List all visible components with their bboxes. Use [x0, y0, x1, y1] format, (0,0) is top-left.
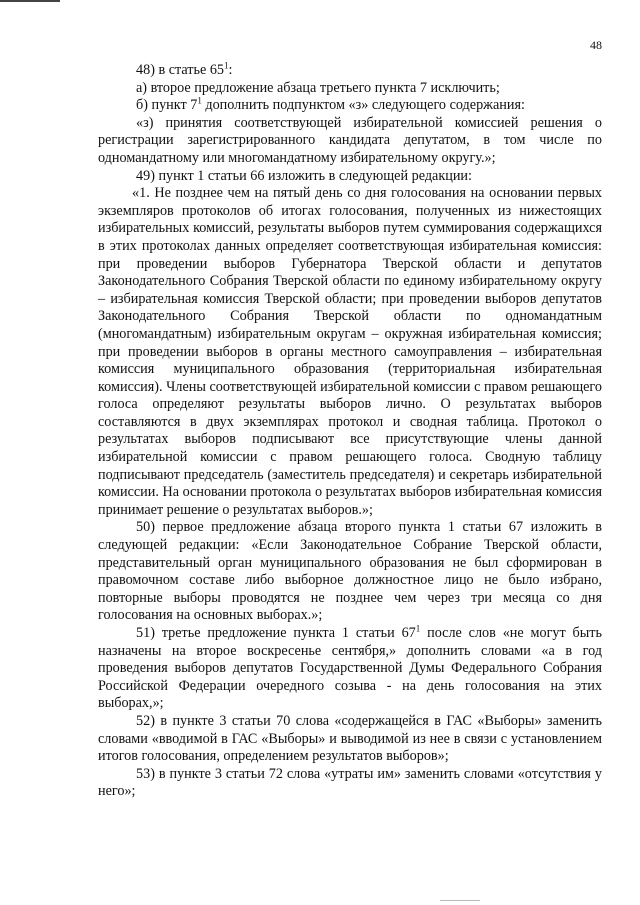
item-48-b-superscript: 1: [197, 95, 202, 106]
page-number: 48: [590, 38, 602, 52]
item-48-text: 48) в статье 65: [136, 62, 225, 78]
item-51-tail: после слов «не могут быть назначены на второе воскресенье сентября,» дополнить словами «а в год проведения выборов депутатов Государственной Думы Федерального Собрания Российской Федерации очередного созыва - на день голосования на этих выборах,»;: [98, 625, 602, 712]
item-48: [98, 62, 602, 80]
item-51: [98, 625, 602, 713]
item-50: 50) первое предложение абзаца второго пункта 1 статьи 67 изложить в следующей редакции: «Если Законодательное Собрание Тверской области, представительный орган муниципального образования не был сформирован в правомочном составе либо выборное должностное лицо не было избрано, повторные выборы проводятся не позднее чем через три месяца со дня голосования на основных выборах.»;: [98, 519, 602, 624]
item-52: 52) в пункте 3 статьи 70 слова «содержащейся в ГАС «Выборы» заменить словами «вводимой в ГАС «Выборы» и выводимой из нее в связи с установлением итогов голосования, определением результатов выборов»;: [98, 712, 602, 765]
item-48-a: а) второе предложение абзаца третьего пункта 7 исключить;: [136, 79, 500, 96]
item-48-b: [98, 97, 602, 115]
item-53: 53) в пункте 3 статьи 72 слова «утраты им» заменить словами «отсутствия у него»;: [98, 765, 602, 800]
item-51-superscript: 1: [415, 623, 421, 634]
document-body: [98, 62, 602, 801]
item-48-superscript: 1: [224, 60, 229, 71]
scan-bottom-mark: [440, 900, 480, 901]
item-48-b-tail: дополнить подпунктом «з» следующего содержания:: [201, 97, 525, 114]
item-51-text: 51) третье предложение пункта 1 статьи 67: [136, 625, 416, 641]
scan-edge-mark: [0, 0, 60, 2]
item-48-b-text: б) пункт 7: [136, 97, 198, 114]
item-48-z-text: «з) принятия соответствующей избирательной комиссией решения о регистрации зарегистрированного кандидата депутатом, в том числе по одномандатному или многомандатному избирательному округу.»;: [98, 114, 602, 166]
item-49: 49) пункт 1 статьи 66 изложить в следующей редакции:: [136, 167, 472, 184]
item-48-tail: :: [228, 62, 233, 78]
item-49-new-text: «1. Не позднее чем на пятый день со дня голосования на основании первых экземпляров протоколов об итогах голосования, полученных из нижестоящих избирательных комиссий, результаты выборов путем суммирования содержащихся в этих протоколах данных определяет соответствующая избирательная комиссия: при проведении выборов Губернатора Тверской области и депутатов Законодательного Собрания Тверской области по единому избирательному округу – избирательная комиссия Тверской области; при проведении выборов депутатов Законодательного Собрания Тверской области по одномандатным (многомандатным) избирательным округам – окружная избирательная комиссия; при проведении выборов в органы местного самоуправления – избирательная комиссия муниципального образования (территориальная избирательная комиссия). Члены соответствующей избирательной комиссии с правом решающего голоса определяют результаты выборов лично. О результатах выборов составляются в двух экземплярах протокол и сводная таблица. Протокол о результатах выборов подписывают все присутствующие члены данной избирательной комиссии с правом решающего голоса. Сводную таблицу подписывают председатель (заместитель председателя) и секретарь избирательной комиссии. На основании протокола о результатах выборов избирательная комиссия принимает решение о результатах выборов.»;: [98, 185, 602, 518]
